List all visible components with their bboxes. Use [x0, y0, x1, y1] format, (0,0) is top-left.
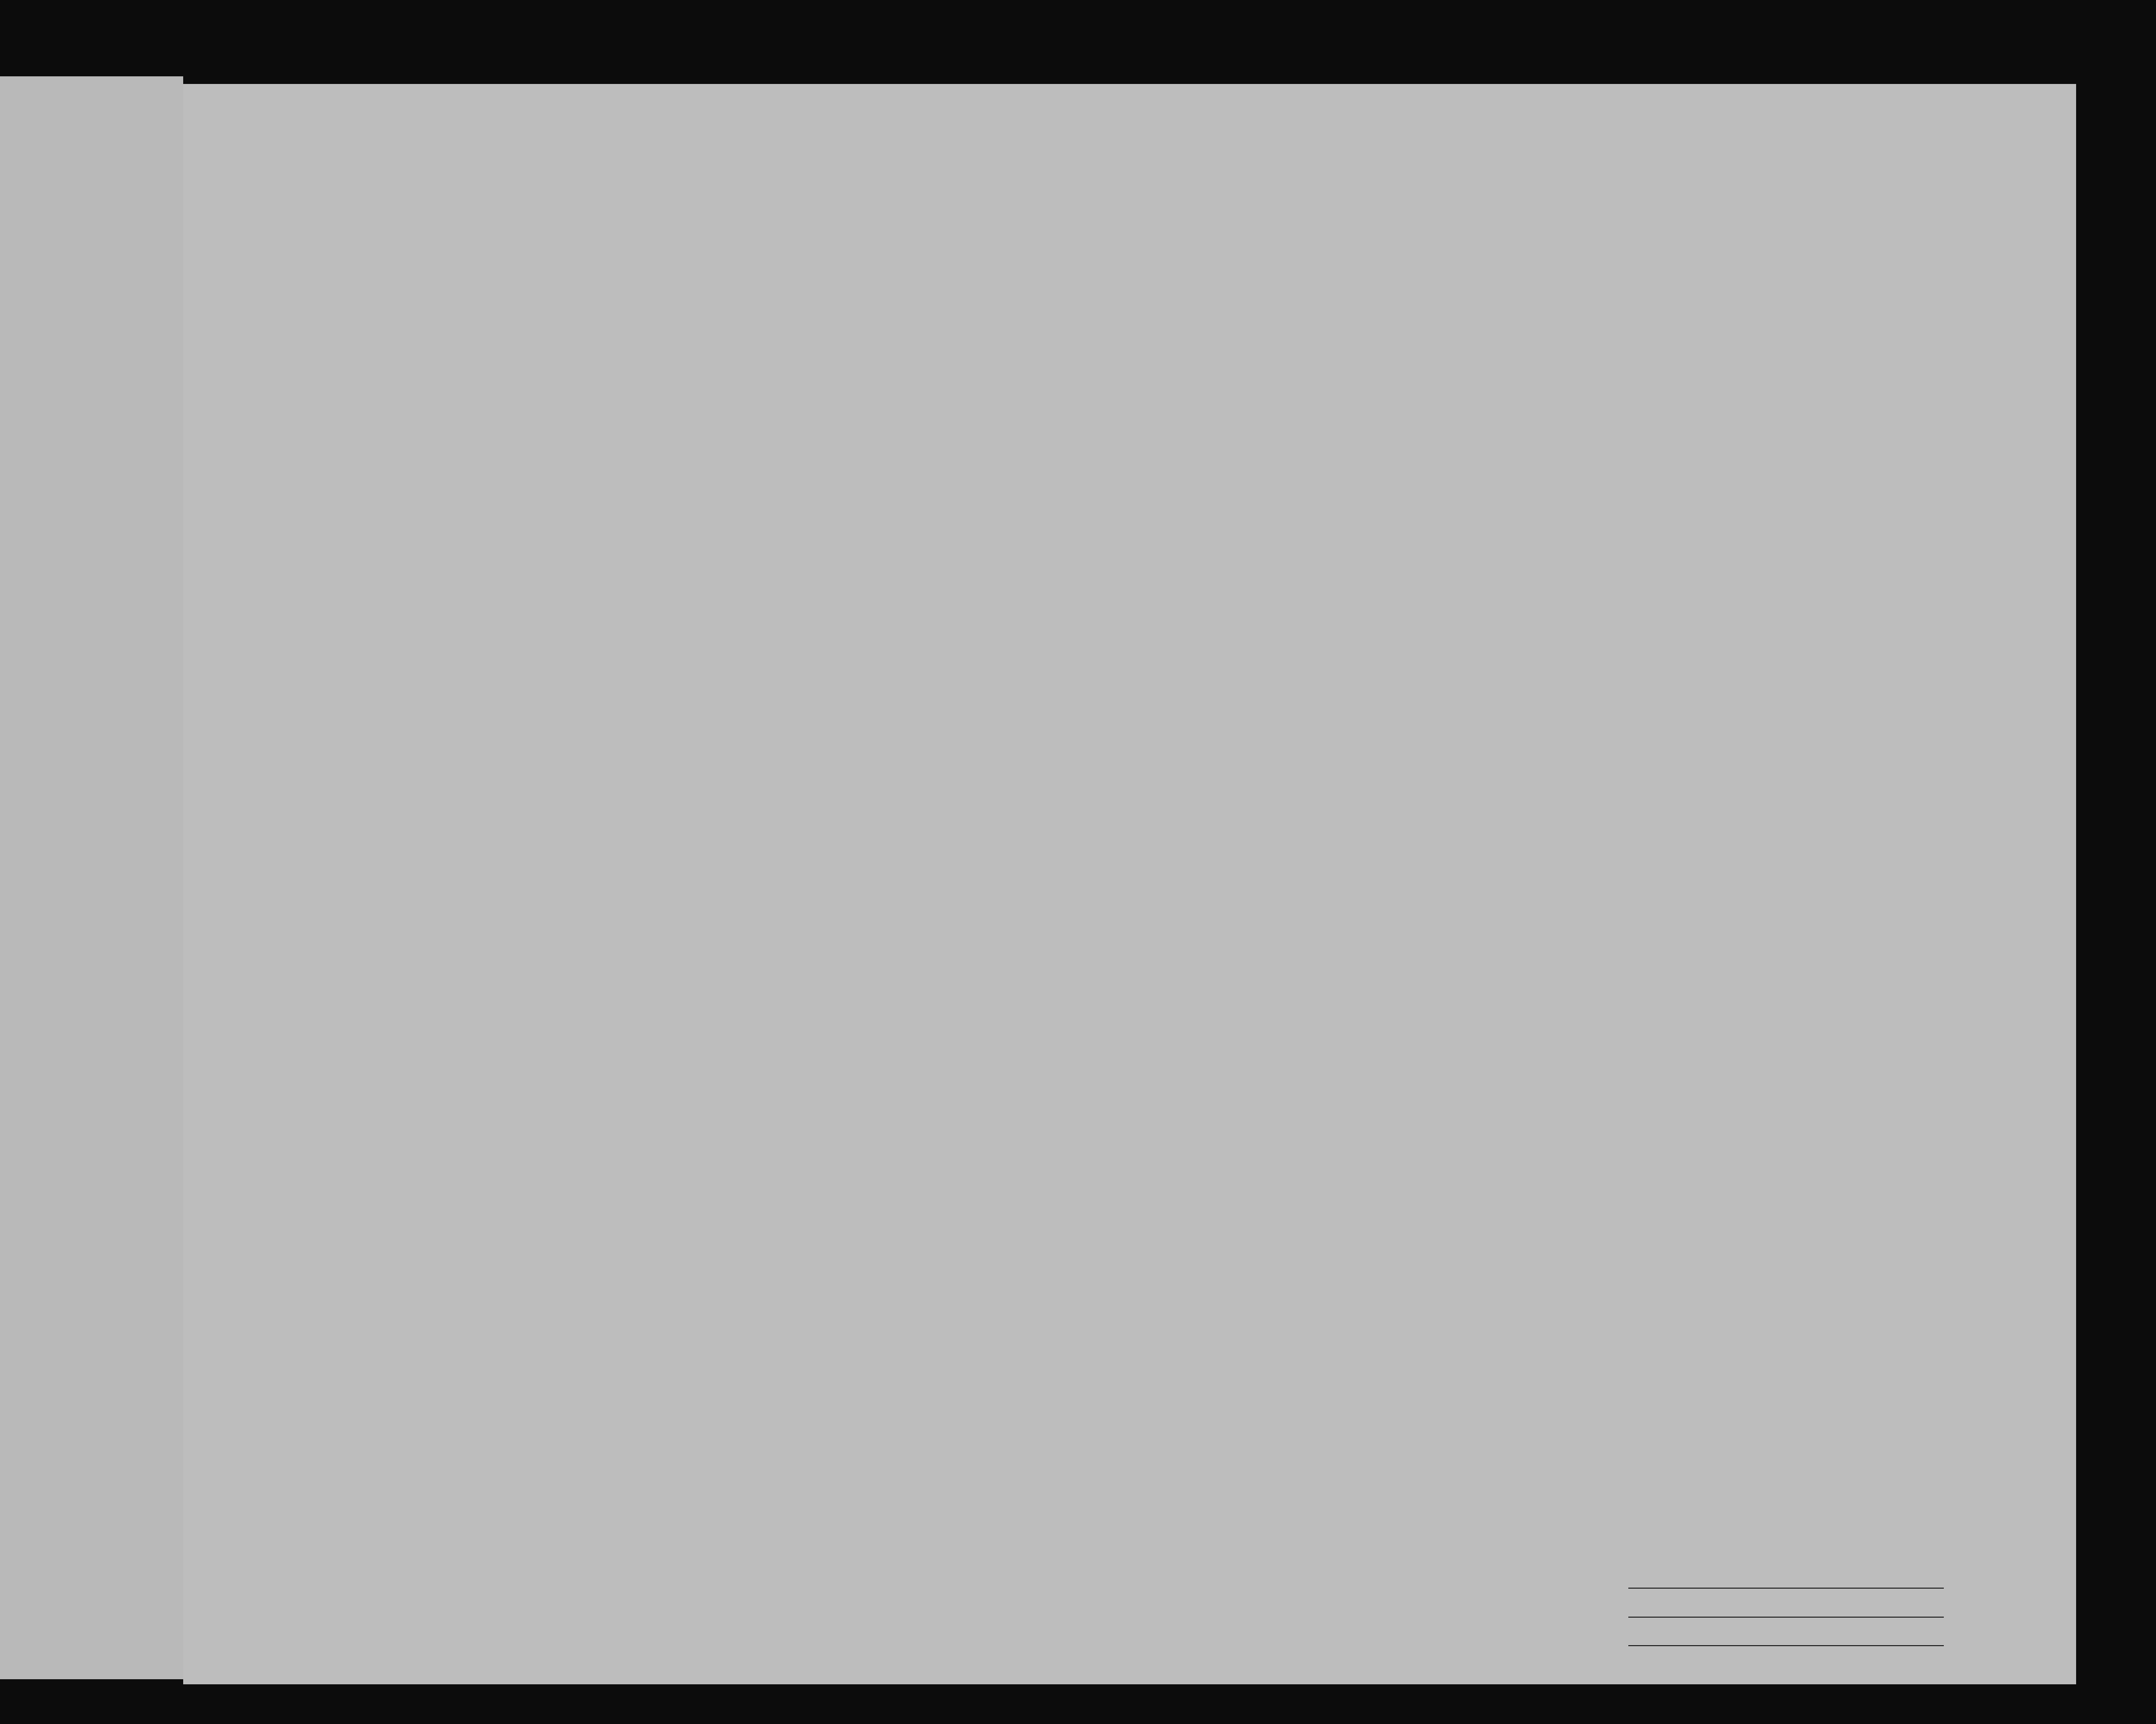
line-signature-line [1628, 1588, 1944, 1589]
adjoining-page-strip [0, 76, 183, 1679]
manifest-sheet [183, 84, 2076, 1684]
manifest-table [183, 298, 2076, 1631]
agents-signature-line [1628, 1645, 1944, 1646]
owners-signature-line [1628, 1617, 1944, 1618]
